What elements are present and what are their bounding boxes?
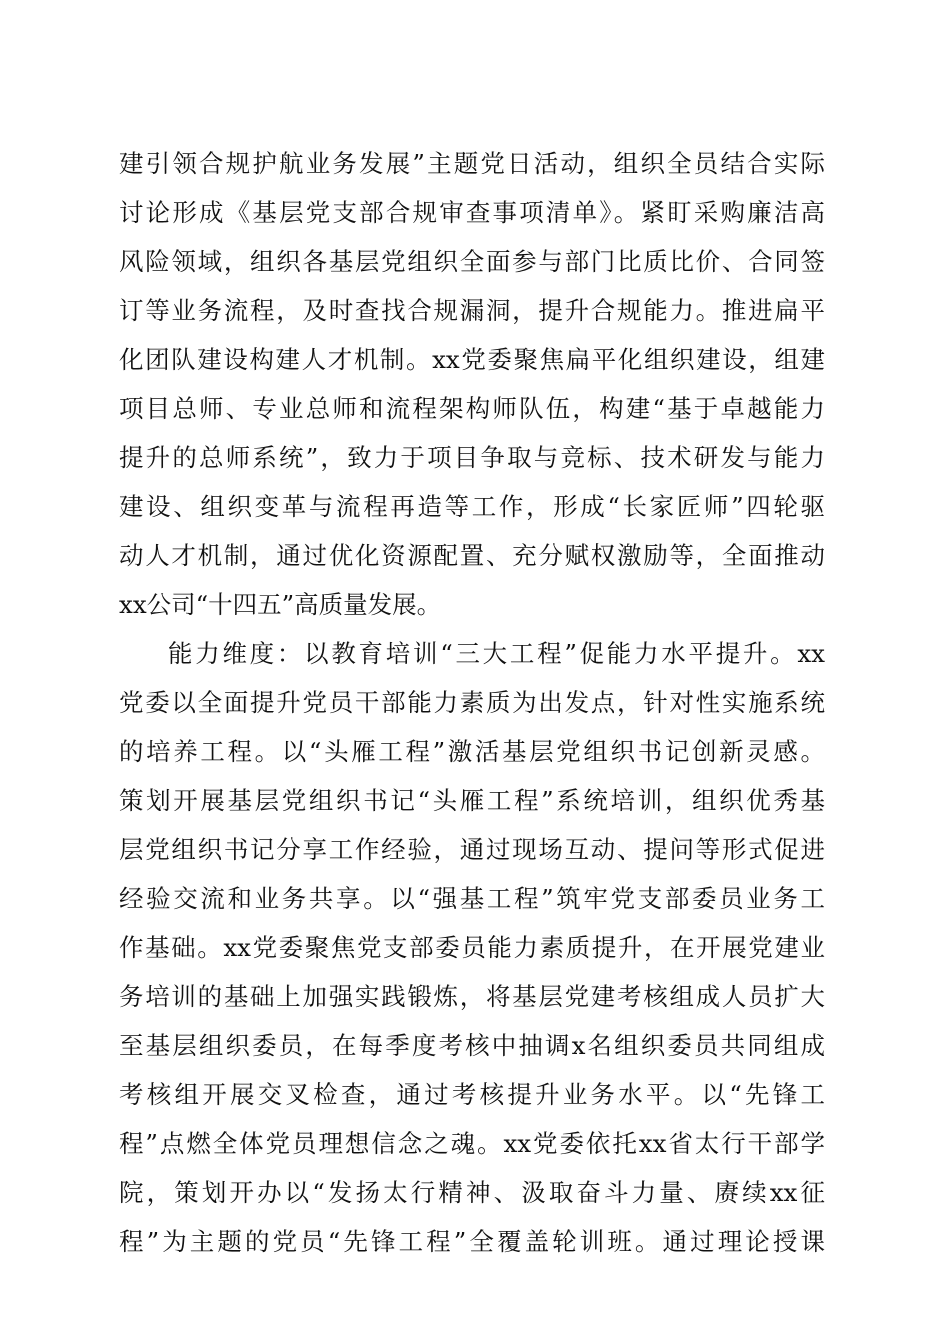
text-line: xx公司“十四五”高质量发展。 <box>119 590 442 619</box>
text-line: 的培养工程。以“头雁工程”激活基层党组织书记创新灵感。 <box>119 737 825 766</box>
text-line: 至基层组织委员，在每季度考核中抽调x名组织委员共同组成 <box>119 1031 825 1060</box>
text-line: 党委以全面提升党员干部能力素质为出发点，针对性实施系统 <box>119 688 825 717</box>
paragraph-2 <box>119 629 825 1266</box>
text-line: 风险领域，组织各基层党组织全面参与部门比质比价、合同签 <box>119 247 825 276</box>
text-line: 提升的总师系统”，致力于项目争取与竞标、技术研发与能力 <box>119 443 825 472</box>
paragraph-1 <box>119 139 825 629</box>
text-line: 院，策划开办以“发扬太行精神、汲取奋斗力量、赓续xx征 <box>119 1178 825 1207</box>
text-line: 层党组织书记分享工作经验，通过现场互动、提问等形式促进 <box>119 835 825 864</box>
text-line: 经验交流和业务共享。以“强基工程”筑牢党支部委员业务工 <box>119 884 825 913</box>
text-line: 动人才机制，通过优化资源配置、充分赋权激励等，全面推动 <box>119 541 825 570</box>
text-line: 作基础。xx党委聚焦党支部委员能力素质提升，在开展党建业 <box>119 933 825 962</box>
text-line: 讨论形成《基层党支部合规审查事项清单》。紧盯采购廉洁高 <box>119 198 825 227</box>
text-line: 订等业务流程，及时查找合规漏洞，提升合规能力。推进扁平 <box>119 296 825 325</box>
text-line: 考核组开展交叉检查，通过考核提升业务水平。以“先锋工 <box>119 1080 825 1109</box>
text-line: 建引领合规护航业务发展”主题党日活动，组织全员结合实际 <box>119 149 825 178</box>
text-line: 程”点燃全体党员理想信念之魂。xx党委依托xx省太行干部学 <box>119 1129 825 1158</box>
text-line: 项目总师、专业总师和流程架构师队伍，构建“基于卓越能力 <box>119 394 825 423</box>
text-line: 策划开展基层党组织书记“头雁工程”系统培训，组织优秀基 <box>119 786 825 815</box>
text-line: 程”为主题的党员“先锋工程”全覆盖轮训班。通过理论授课 <box>119 1227 825 1256</box>
body-text <box>119 139 825 1266</box>
text-line: 化团队建设构建人才机制。xx党委聚焦扁平化组织建设，组建 <box>119 345 825 374</box>
text-line: 务培训的基础上加强实践锻炼，将基层党建考核组成人员扩大 <box>119 982 825 1011</box>
text-line: 能力维度：以教育培训“三大工程”促能力水平提升。xx <box>168 639 825 668</box>
text-line: 建设、组织变革与流程再造等工作，形成“长家匠师”四轮驱 <box>119 492 825 521</box>
